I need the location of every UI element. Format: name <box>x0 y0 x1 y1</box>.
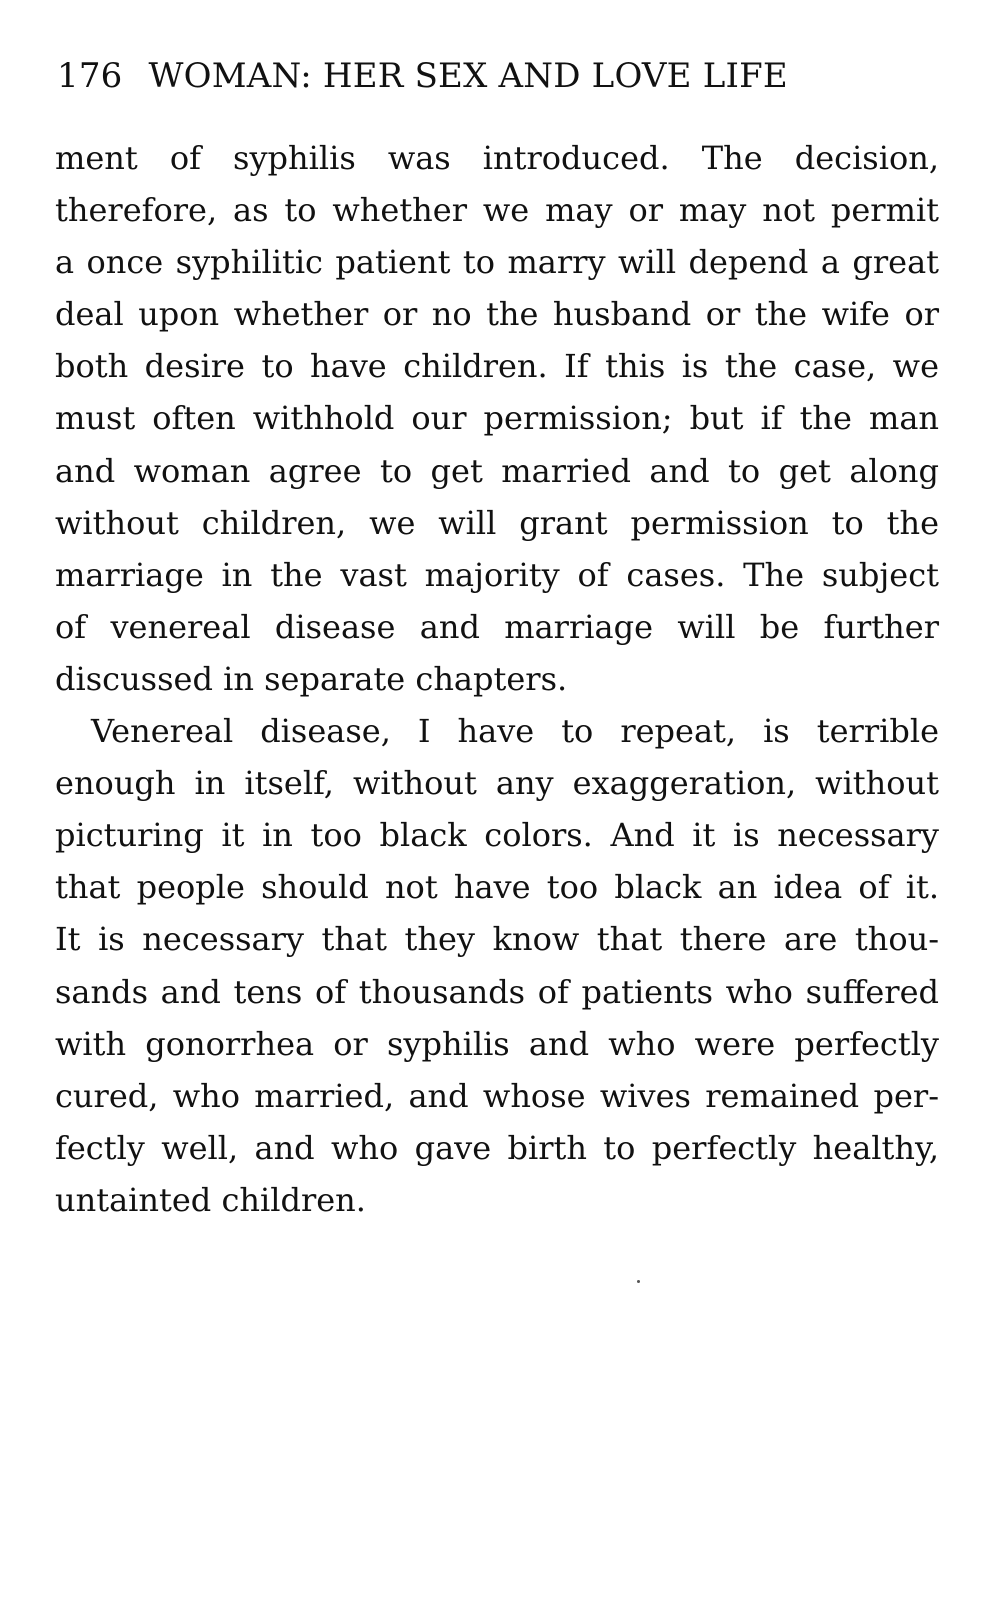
text-line: that people should not have too black an idea of it. <box>55 868 939 907</box>
text-line: deal upon whether or no the husband or the wife or <box>55 295 939 334</box>
running-title: WOMAN: HER SEX AND LOVE LIFE <box>148 56 788 96</box>
text-line: fectly well, and who gave birth to perfectly healthy, <box>55 1128 939 1167</box>
text-line: with gonorrhea or syphilis and who were perfectly <box>55 1024 939 1063</box>
text-line: without children, we will grant permission to the <box>55 503 939 542</box>
text-line: sands and tens of thousands of patients who suffered <box>55 972 939 1011</box>
text-line: untainted children. <box>55 1180 366 1219</box>
body-text <box>55 132 939 1226</box>
text-line: It is necessary that they know that there are thou- <box>55 920 939 959</box>
running-head <box>57 54 937 98</box>
text-line: marriage in the vast majority of cases. The subject <box>55 555 939 594</box>
text-line: of venereal disease and marriage will be further <box>55 607 939 646</box>
text-line: Venereal disease, I have to repeat, is terrible <box>91 712 939 751</box>
text-line: therefore, as to whether we may or may not permit <box>55 191 939 230</box>
text-line: enough in itself, without any exaggeration, without <box>55 764 939 803</box>
text-line: discussed in separate chapters. <box>55 659 568 698</box>
paragraph-2 <box>55 705 939 1226</box>
paragraph-1 <box>55 132 939 705</box>
text-line: cured, who married, and whose wives remained per- <box>55 1076 939 1115</box>
text-line: must often withhold our permission; but if the man <box>55 399 939 438</box>
page-number: 176 <box>57 56 123 96</box>
ink-speck <box>637 1280 640 1283</box>
text-line: and woman agree to get married and to get along <box>55 451 939 490</box>
text-line: both desire to have children. If this is the case, we <box>55 347 939 386</box>
text-line: picturing it in too black colors. And it is necessary <box>55 816 939 855</box>
text-line: a once syphilitic patient to marry will depend a great <box>55 243 939 282</box>
text-line: ment of syphilis was introduced. The decision, <box>55 139 939 177</box>
